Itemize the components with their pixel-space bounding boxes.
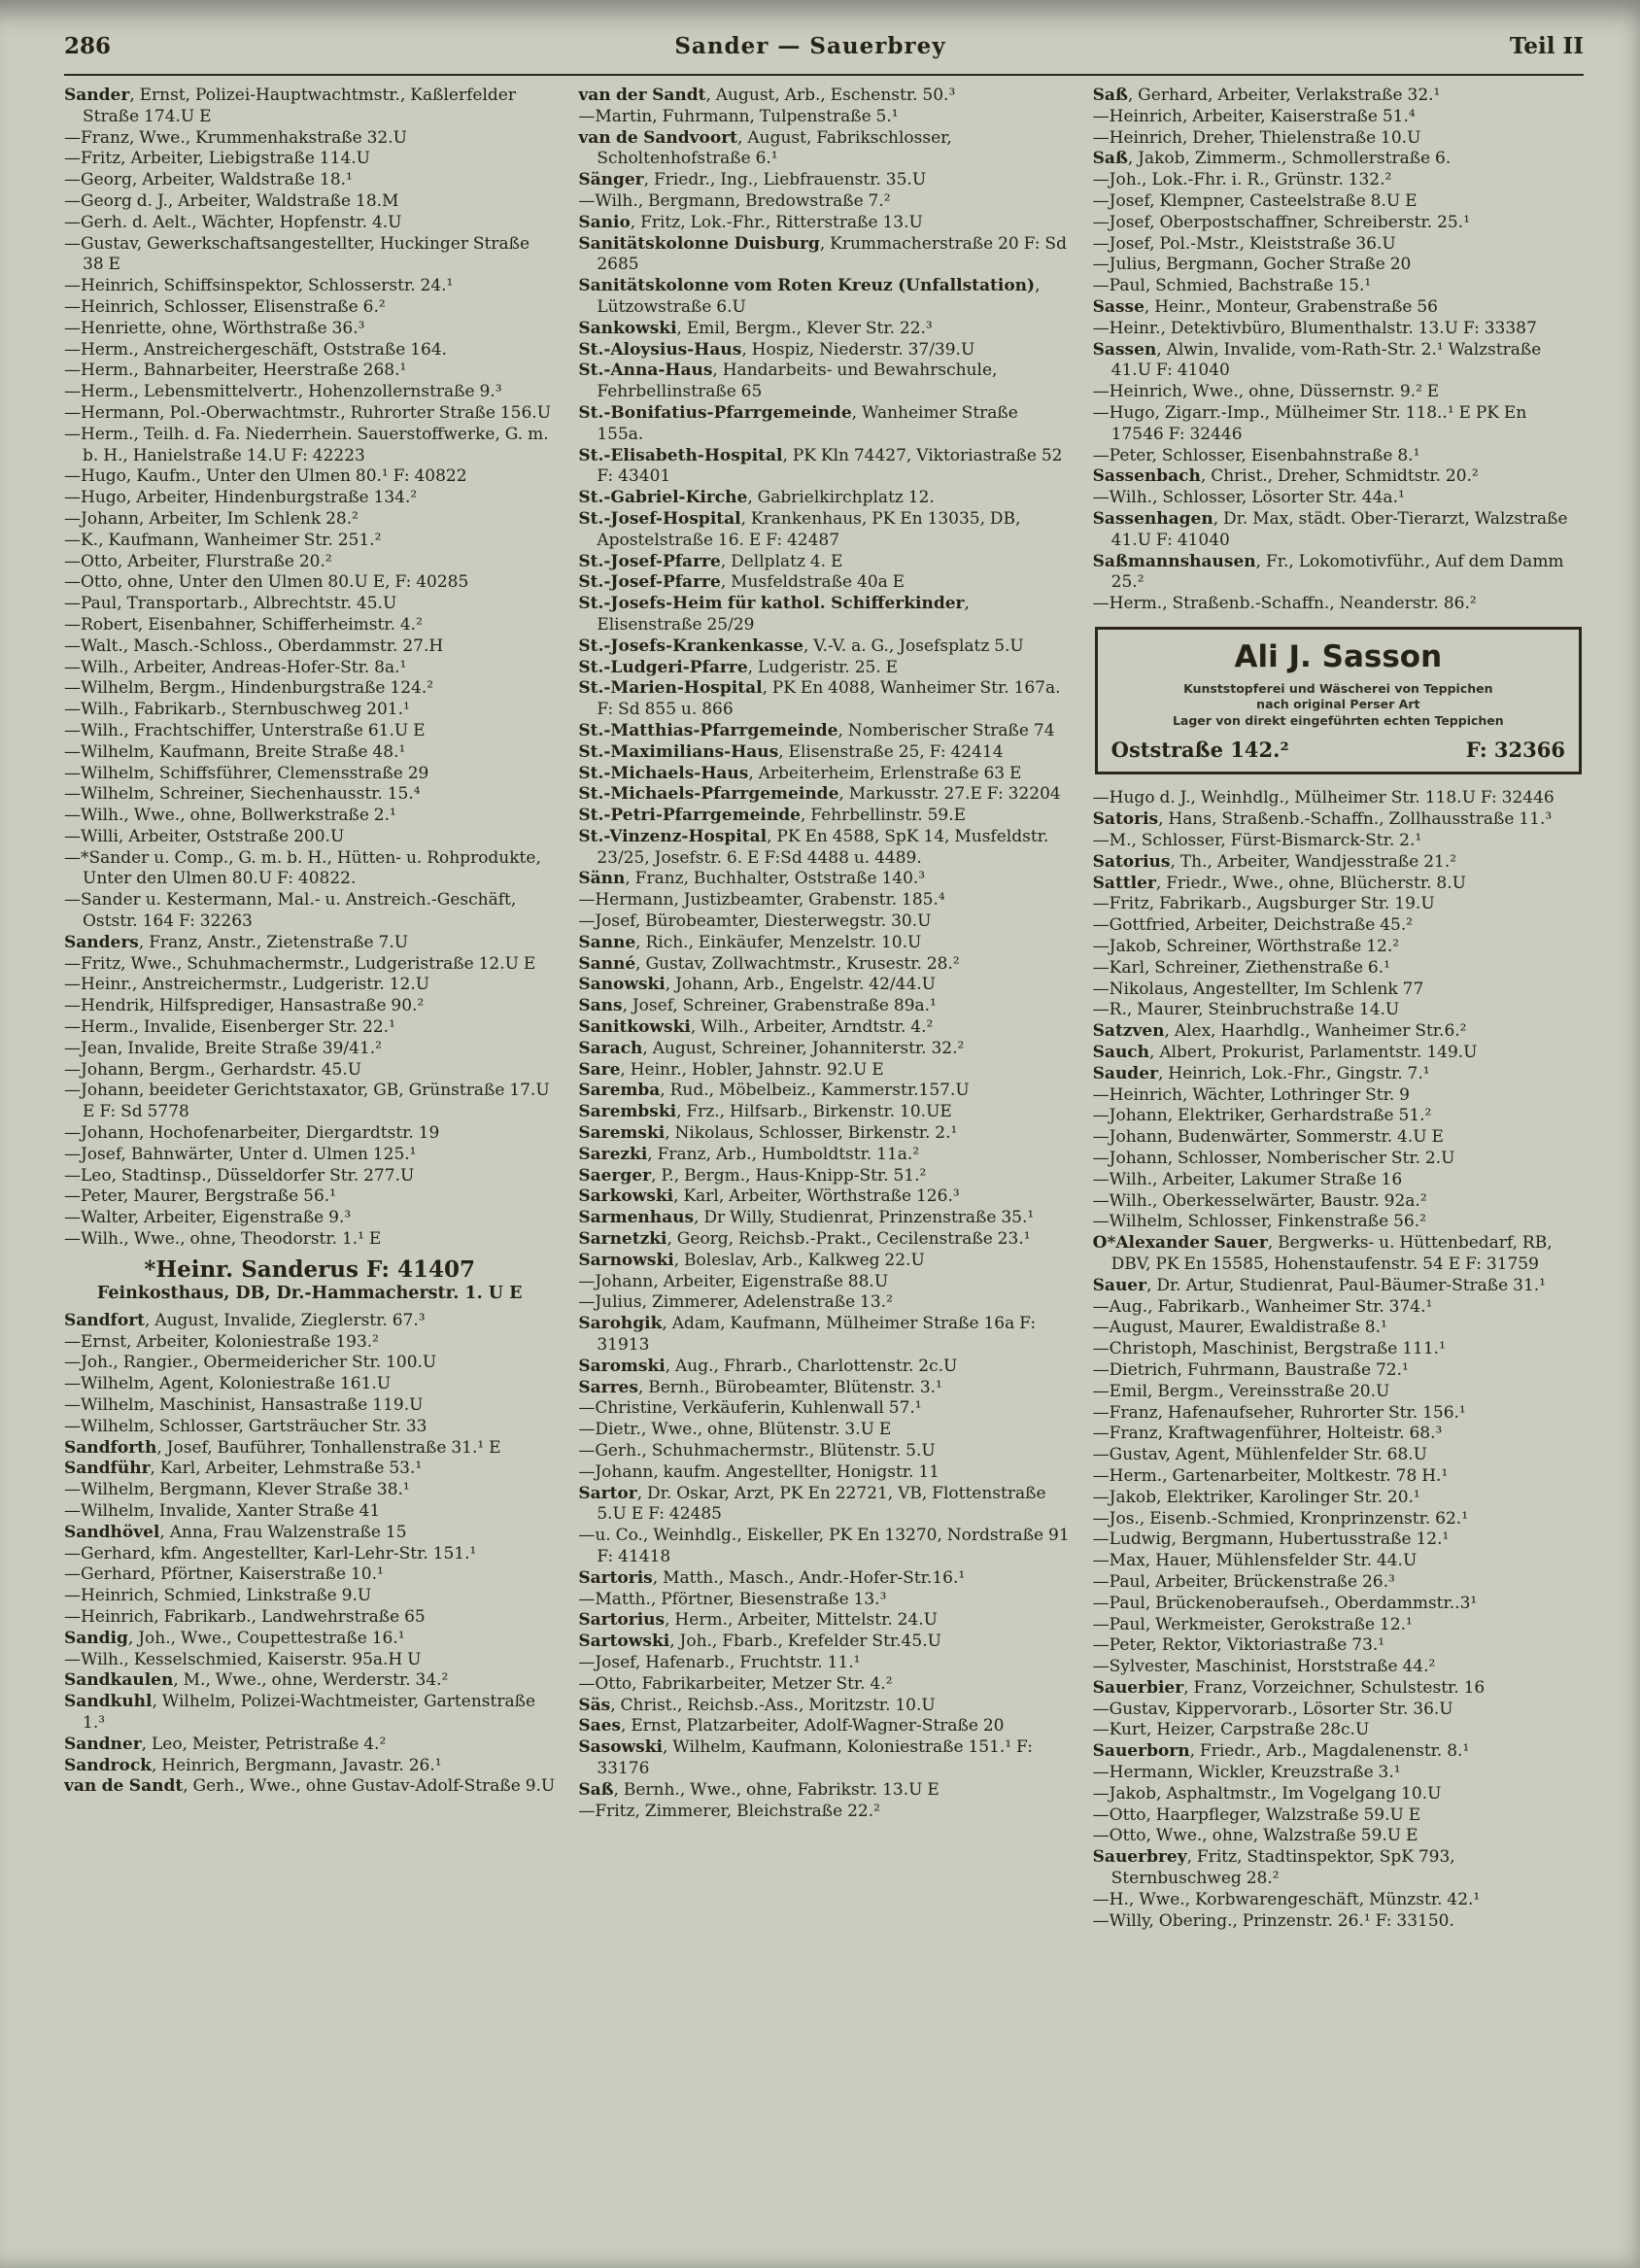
- directory-entry: Saß, Jakob, Zimmerm., Schmollerstraße 6.: [1092, 149, 1452, 169]
- directory-entry: —K., Kaufmann, Wanheimer Str. 251.²: [64, 530, 382, 550]
- directory-entry: Sarkowski, Karl, Arbeiter, Wörthstraße 126.³: [578, 1186, 960, 1207]
- directory-entry: —Johann, Bergm., Gerhardstr. 45.U: [64, 1059, 362, 1080]
- directory-entry: —Josef, Bahnwärter, Unter d. Ulmen 125.¹: [64, 1144, 417, 1164]
- directory-entry: —Christine, Verkäuferin, Kuhlenwall 57.¹: [578, 1398, 922, 1419]
- directory-entry: Saß, Bernh., Wwe., ohne, Fabrikstr. 13.U E: [578, 1779, 940, 1800]
- directory-entry: Sassen, Alwin, Invalide, vom-Rath-Str. 2.¹ Walzstraße 41.U F: 41040: [1092, 339, 1542, 381]
- directory-entry: —Franz, Wwe., Krummenhakstraße 32.U: [64, 127, 407, 148]
- directory-entry: —Henriette, ohne, Wörthstraße 36.³: [64, 318, 365, 338]
- sanderus-promo-title: *Heinr. Sanderus F: 41407: [144, 1255, 475, 1283]
- sasson-advertisement: [1095, 627, 1582, 775]
- directory-entry: —Leo, Stadtinsp., Düsseldorfer Str. 277.U: [64, 1165, 415, 1186]
- directory-entry: Sanders, Franz, Anstr., Zietenstraße 7.U: [64, 932, 409, 952]
- directory-entry: St.-Maximilians-Haus, Elisenstraße 25, F: 42414: [578, 741, 1004, 762]
- directory-entry: Sanio, Fritz, Lok.-Fhr., Ritterstraße 13.U: [578, 212, 923, 232]
- directory-entry: —Peter, Schlosser, Eisenbahnstraße 8.¹: [1092, 445, 1420, 465]
- directory-entry: —Heinrich, Wächter, Lothringer Str. 9: [1092, 1084, 1410, 1105]
- directory-entry: St.-Petri-Pfarrgemeinde, Fehrbellinstr. 59.E: [578, 806, 967, 826]
- part-label: Teil II: [1509, 33, 1584, 59]
- directory-entry: —Fritz, Arbeiter, Liebigstraße 114.U: [64, 149, 371, 169]
- directory-entry: —Wilh., Frachtschiffer, Unterstraße 61.U E: [64, 720, 426, 740]
- directory-entry: St.-Matthias-Pfarrgemeinde, Nomberischer Straße 74: [578, 720, 1055, 740]
- directory-entry: —Walt., Masch.-Schloss., Oberdammstr. 27.H: [64, 636, 444, 656]
- directory-entry: Satoris, Hans, Straßenb.-Schaffn., Zollhausstraße 11.³: [1092, 809, 1553, 830]
- directory-entry: Sauerbier, Franz, Vorzeichner, Schulstestr. 16: [1092, 1677, 1486, 1698]
- directory-entry: Sanne, Rich., Einkäufer, Menzelstr. 10.U: [578, 932, 922, 952]
- ad-company-name: Ali J. Sasson: [1234, 638, 1443, 674]
- directory-entry: St.-Michaels-Haus, Arbeiterheim, Erlenstraße 63 E: [578, 763, 1022, 783]
- directory-entry: Saß, Gerhard, Arbeiter, Verlakstraße 32.¹: [1092, 86, 1441, 105]
- directory-entry: —Heinrich, Schmied, Linkstraße 9.U: [64, 1586, 372, 1606]
- directory-entry: —Georg d. J., Arbeiter, Waldstraße 18.M: [64, 190, 399, 211]
- directory-entry: Sarnetzki, Georg, Reichsb.-Prakt., Cecilenstraße 23.¹: [578, 1229, 1031, 1250]
- directory-entry: Saes, Ernst, Platzarbeiter, Adolf-Wagner-Straße 20: [578, 1716, 1005, 1736]
- directory-entry: Sassenhagen, Dr. Max, städt. Ober-Tierarzt, Walzstraße 41.U F: 41040: [1092, 508, 1568, 550]
- directory-entry: Saßmannshausen, Fr., Lokomotivführ., Auf dem Damm 25.²: [1092, 551, 1564, 593]
- directory-entry: —Herm., Straßenb.-Schaffn., Neanderstr. 86.²: [1092, 594, 1477, 614]
- directory-entry: —Hermann, Wickler, Kreuzstraße 3.¹: [1092, 1763, 1401, 1783]
- page-title: Sander — Sauerbrey: [674, 33, 946, 59]
- directory-entry: —u. Co., Weinhdlg., Eiskeller, PK En 13270, Nordstraße 91 F: 41418: [578, 1526, 1070, 1566]
- directory-entry: —Wilhelm, Schlosser, Gartsträucher Str. 33: [64, 1416, 427, 1436]
- directory-entry: —Heinrich, Fabrikarb., Landwehrstraße 65: [64, 1606, 426, 1627]
- directory-entry: —Sylvester, Maschinist, Horststraße 44.²: [1092, 1657, 1436, 1677]
- directory-entry: —Gerh., Schuhmachermstr., Blütenstr. 5.U: [578, 1441, 936, 1460]
- directory-entry: Sandkaulen, M., Wwe., ohne, Werderstr. 34.²: [64, 1670, 449, 1691]
- directory-entry: Sänger, Friedr., Ing., Liebfrauenstr. 35.U: [578, 170, 927, 190]
- directory-entry: Sarembski, Frz., Hilfsarb., Birkenstr. 10.UE: [578, 1102, 952, 1122]
- directory-entry: Sauerborn, Friedr., Arb., Magdalenenstr. 8.¹: [1092, 1741, 1470, 1762]
- directory-entry: Sare, Heinr., Hobler, Jahnstr. 92.U E: [578, 1059, 884, 1080]
- directory-entry: Sandkuhl, Wilhelm, Polizei-Wachtmeister, Gartenstraße 1.³: [64, 1692, 536, 1733]
- directory-entry: —Karl, Schreiner, Ziethenstraße 6.¹: [1092, 957, 1390, 978]
- directory-entry: St.-Josef-Pfarre, Musfeldstraße 40a E: [578, 572, 905, 593]
- directory-entry: —Josef, Hafenarb., Fruchtstr. 11.¹: [578, 1652, 861, 1672]
- directory-entry: —Emil, Bergm., Vereinsstraße 20.U: [1092, 1381, 1390, 1401]
- directory-entry: —*Sander u. Comp., G. m. b. H., Hütten- u. Rohprodukte, Unter den Ulmen 80.U F: 40822.: [64, 847, 541, 889]
- directory-entry: —Hendrik, Hilfsprediger, Hansastraße 90.²: [64, 996, 425, 1016]
- directory-entry: —Sander u. Kestermann, Mal.- u. Anstreich.-Geschäft, Oststr. 164 F: 32263: [64, 890, 517, 932]
- directory-entry: Sauch, Albert, Prokurist, Parlamentstr. 149.U: [1092, 1042, 1478, 1062]
- directory-entry: —Herm., Gartenarbeiter, Moltkestr. 78 H.¹: [1092, 1465, 1449, 1486]
- directory-entry: St.-Josefs-Heim für kathol. Schifferkinder, Elisenstraße 25/29: [578, 594, 970, 635]
- directory-entry: —Josef, Klempner, Casteelstraße 8.U E: [1092, 190, 1418, 211]
- directory-entry: —Nikolaus, Angestellter, Im Schlenk 77: [1092, 979, 1424, 999]
- column-middle: [578, 86, 1069, 2251]
- directory-entry: Sartoris, Matth., Masch., Andr.-Hofer-Str.16.¹: [578, 1567, 966, 1588]
- directory-entry: —Wilh., Schlosser, Lösorter Str. 44a.¹: [1092, 488, 1405, 508]
- directory-entry: —Wilhelm, Kaufmann, Breite Straße 48.¹: [64, 741, 406, 762]
- directory-entry: Sanowski, Johann, Arb., Engelstr. 42/44.U: [578, 975, 936, 995]
- directory-entry: Sarnowski, Boleslav, Arb., Kalkweg 22.U: [578, 1250, 925, 1270]
- directory-entry: —Heinrich, Schiffsinspektor, Schlosserstr. 24.¹: [64, 276, 454, 296]
- directory-entry: Sarres, Bernh., Bürobeamter, Blütenstr. 3.¹: [578, 1377, 942, 1397]
- directory-entry: —Wilhelm, Bergmann, Klever Straße 38.¹: [64, 1480, 410, 1500]
- directory-entry: —Wilh., Arbeiter, Lakumer Straße 16: [1092, 1169, 1403, 1189]
- directory-entry: —Wilh., Arbeiter, Andreas-Hofer-Str. 8a.¹: [64, 657, 407, 677]
- directory-entry: St.-Anna-Haus, Handarbeits- und Bewahrschule, Fehrbellinstraße 65: [578, 361, 998, 402]
- directory-entry: —Heinr., Detektivbüro, Blumenthalstr. 13.U F: 33387: [1092, 318, 1537, 338]
- directory-entry: O*Alexander Sauer, Bergwerks- u. Hüttenbedarf, RB, DBV, PK En 15585, Hohenstaufenstr. 54 E F: 31759: [1092, 1233, 1553, 1274]
- ad-phone: F: 32366: [1465, 738, 1565, 763]
- directory-entry: —Wilhelm, Schiffsführer, Clemensstraße 29: [64, 763, 429, 783]
- directory-entry: —Robert, Eisenbahner, Schifferheimstr. 4.²: [64, 614, 423, 635]
- directory-entry: —Jakob, Elektriker, Karolinger Str. 20.¹: [1092, 1487, 1420, 1507]
- directory-entry: —Paul, Werkmeister, Gerokstraße 12.¹: [1092, 1614, 1413, 1634]
- directory-entry: —Ludwig, Bergmann, Hubertusstraße 12.¹: [1092, 1529, 1450, 1550]
- directory-entry: Saromski, Aug., Fhrarb., Charlottenstr. 2c.U: [578, 1356, 958, 1376]
- directory-entry: —Paul, Arbeiter, Brückenstraße 26.³: [1092, 1571, 1395, 1592]
- directory-entry: —Gustav, Gewerkschaftsangestellter, Huckinger Straße 38 E: [64, 233, 530, 275]
- ad-footer: [1111, 738, 1565, 762]
- directory-entry: —Peter, Maurer, Bergstraße 56.¹: [64, 1186, 336, 1207]
- directory-entry: —Matth., Pförtner, Biesenstraße 13.³: [578, 1589, 887, 1609]
- directory-entry: Sasowski, Wilhelm, Kaufmann, Koloniestraße 151.¹ F: 33176: [578, 1737, 1033, 1778]
- directory-entry: —R., Maurer, Steinbruchstraße 14.U: [1092, 1000, 1400, 1020]
- directory-entry: —Johann, Elektriker, Gerhardstraße 51.²: [1092, 1106, 1432, 1126]
- directory-entry: Sauerbrey, Fritz, Stadtinspektor, SpK 793, Sternbuschweg 28.²: [1092, 1847, 1455, 1889]
- directory-entry: —Martin, Fuhrmann, Tulpenstraße 5.¹: [578, 106, 899, 126]
- directory-entry: Sans, Josef, Schreiner, Grabenstraße 89a.¹: [578, 996, 937, 1016]
- directory-entry: —Heinr., Anstreichermstr., Ludgeristr. 12.U: [64, 975, 430, 995]
- directory-entry: —Heinrich, Wwe., ohne, Düssernstr. 9.² E: [1092, 382, 1440, 402]
- directory-entry: —Heinrich, Arbeiter, Kaiserstraße 51.⁴: [1092, 106, 1416, 126]
- directory-entry: —Willy, Obering., Prinzenstr. 26.¹ F: 33150.: [1092, 1910, 1454, 1931]
- directory-entry: —Peter, Rektor, Viktoriastraße 73.¹: [1092, 1635, 1385, 1656]
- directory-entry: —Fritz, Wwe., Schuhmachermstr., Ludgeristraße 12.U E: [64, 953, 536, 974]
- directory-entry: Saremski, Nikolaus, Schlosser, Birkenstr. 2.¹: [578, 1123, 958, 1144]
- directory-entry: —Hugo d. J., Weinhdlg., Mülheimer Str. 118.U F: 32446: [1092, 788, 1555, 808]
- directory-entry: van der Sandt, August, Arb., Eschenstr. 50.³: [578, 86, 956, 105]
- header-rule: [64, 74, 1584, 76]
- directory-entry: —Aug., Fabrikarb., Wanheimer Str. 374.¹: [1092, 1296, 1433, 1317]
- directory-entry: —Kurt, Heizer, Carpstraße 28c.U: [1092, 1720, 1370, 1740]
- directory-entry: —M., Schlosser, Fürst-Bismarck-Str. 2.¹: [1092, 831, 1422, 851]
- directory-entry: —Otto, ohne, Unter den Ulmen 80.U E, F: 40285: [64, 572, 469, 593]
- directory-entry: —Wilhelm, Agent, Koloniestraße 161.U: [64, 1374, 392, 1394]
- directory-entry: —Otto, Haarpfleger, Walzstraße 59.U E: [1092, 1804, 1421, 1825]
- directory-entry: —Herm., Anstreichergeschäft, Oststraße 164.: [64, 339, 448, 360]
- directory-entry: Sanné, Gustav, Zollwachtmstr., Krusestr. 28.²: [578, 953, 960, 974]
- directory-entry: —Fritz, Zimmerer, Bleichstraße 22.²: [578, 1801, 880, 1821]
- directory-entry: —August, Maurer, Ewaldistraße 8.¹: [1092, 1318, 1387, 1338]
- directory-entry: Sänn, Franz, Buchhalter, Oststraße 140.³: [578, 869, 926, 889]
- directory-entry: St.-Josef-Hospital, Krankenhaus, PK En 13035, DB, Apostelstraße 16. E F: 42487: [578, 508, 1021, 550]
- directory-entry: Sandner, Leo, Meister, Petristraße 4.²: [64, 1734, 387, 1754]
- directory-entry: —Otto, Wwe., ohne, Walzstraße 59.U E: [1092, 1826, 1418, 1846]
- directory-entry: Satorius, Th., Arbeiter, Wandjesstraße 21.²: [1092, 851, 1457, 872]
- directory-entry: —Jakob, Asphaltmstr., Im Vogelgang 10.U: [1092, 1783, 1442, 1804]
- ad-description-line2: nach original Perser Art: [1256, 697, 1420, 712]
- sanderus-promo: [64, 1251, 555, 1311]
- directory-entry: —Dietr., Wwe., ohne, Blütenstr. 3.U E: [578, 1420, 892, 1440]
- directory-entry: —Wilh., Wwe., ohne, Theodorstr. 1.¹ E: [64, 1229, 382, 1250]
- directory-entry: —Joh., Rangier., Obermeidericher Str. 100.U: [64, 1353, 437, 1373]
- directory-entry: —Jos., Eisenb.-Schmied, Kronprinzenstr. 62.¹: [1092, 1508, 1469, 1529]
- directory-entry: —Georg, Arbeiter, Waldstraße 18.¹: [64, 170, 353, 190]
- directory-entry: —Herm., Lebensmittelvertr., Hohenzollernstraße 9.³: [64, 382, 502, 402]
- directory-entry: —Gottfried, Arbeiter, Deichstraße 45.²: [1092, 915, 1414, 936]
- column-right: [1093, 86, 1584, 2251]
- directory-entry: —Julius, Bergmann, Gocher Straße 20: [1092, 255, 1412, 275]
- directory-entry: van de Sandvoort, August, Fabrikschlosser, Scholtenhofstraße 6.¹: [578, 127, 952, 169]
- directory-entry: Satzven, Alex, Haarhdlg., Wanheimer Str.6.²: [1092, 1021, 1467, 1042]
- directory-entry: Sauder, Heinrich, Lok.-Fhr., Gingstr. 7.¹: [1092, 1063, 1430, 1083]
- directory-entry: Sandhövel, Anna, Frau Walzenstraße 15: [64, 1522, 407, 1542]
- directory-entry: Sandig, Joh., Wwe., Coupettestraße 16.¹: [64, 1628, 405, 1648]
- directory-entry: —Hugo, Zigarr.-Imp., Mülheimer Str. 118..¹ E PK En 17546 F: 32446: [1092, 402, 1527, 444]
- directory-entry: —Paul, Brückenoberaufseh., Oberdammstr..3¹: [1092, 1593, 1478, 1613]
- directory-entry: —Hugo, Arbeiter, Hindenburgstraße 134.²: [64, 488, 418, 508]
- directory-entry: —H., Wwe., Korbwarengeschäft, Münzstr. 42.¹: [1092, 1889, 1481, 1909]
- directory-entry: Sasse, Heinr., Monteur, Grabenstraße 56: [1092, 296, 1438, 317]
- directory-entry: —Ernst, Arbeiter, Koloniestraße 193.²: [64, 1331, 379, 1352]
- directory-entry: —Johann, Arbeiter, Im Schlenk 28.²: [64, 508, 359, 529]
- directory-entry: —Heinrich, Schlosser, Elisenstraße 6.²: [64, 296, 386, 317]
- directory-entry: —Wilh., Wwe., ohne, Bollwerkstraße 2.¹: [64, 806, 396, 826]
- directory-entry: Sandforth, Josef, Bauführer, Tonhallenstraße 31.¹ E: [64, 1437, 501, 1458]
- directory-entry: —Heinrich, Dreher, Thielenstraße 10.U: [1092, 127, 1421, 148]
- column-left: [64, 86, 555, 2251]
- directory-entry: Sanitätskolonne vom Roten Kreuz (Unfallstation), Lützowstraße 6.U: [578, 276, 1041, 317]
- directory-entry: —Josef, Bürobeamter, Diesterwegstr. 30.U: [578, 911, 932, 932]
- directory-entry: —Paul, Schmied, Bachstraße 15.¹: [1092, 276, 1372, 296]
- directory-entry: —Jakob, Schreiner, Wörthstraße 12.²: [1092, 937, 1400, 956]
- directory-entry: —Johann, Schlosser, Nomberischer Str. 2.U: [1092, 1148, 1455, 1168]
- directory-entry: —Gustav, Kippervorarb., Lösorter Str. 36.U: [1092, 1699, 1453, 1719]
- directory-entry: —Paul, Transportarb., Albrechtstr. 45.U: [64, 594, 397, 614]
- directory-entry: —Julius, Zimmerer, Adelenstraße 13.²: [578, 1292, 893, 1313]
- directory-entry: —Gerhard, Pförtner, Kaiserstraße 10.¹: [64, 1564, 384, 1585]
- ad-description-line3: Lager von direkt eingeführten echten Teppichen: [1172, 712, 1504, 728]
- directory-entry: —Gerh. d. Aelt., Wächter, Hopfenstr. 4.U: [64, 212, 402, 232]
- directory-entry: St.-Gabriel-Kirche, Gabrielkirchplatz 12.: [578, 488, 935, 508]
- directory-entry: —Wilh., Oberkesselwärter, Baustr. 92a.²: [1092, 1190, 1427, 1211]
- directory-entry: St.-Bonifatius-Pfarrgemeinde, Wanheimer Straße 155a.: [578, 402, 1018, 444]
- directory-entry: —Herm., Bahnarbeiter, Heerstraße 268.¹: [64, 361, 407, 381]
- directory-entry: van de Sandt, Gerh., Wwe., ohne Gustav-Adolf-Straße 9.U: [64, 1776, 556, 1797]
- directory-entry: —Christoph, Maschinist, Bergstraße 111.¹: [1092, 1339, 1446, 1359]
- directory-entry: —Fritz, Fabrikarb., Augsburger Str. 19.U: [1092, 894, 1435, 914]
- directory-entry: —Gustav, Agent, Mühlenfelder Str. 68.U: [1092, 1445, 1427, 1465]
- directory-entry: —Wilh., Kesselschmied, Kaiserstr. 95a.H U: [64, 1649, 422, 1669]
- directory-entry: Sattler, Friedr., Wwe., ohne, Blücherstr. 8.U: [1092, 873, 1466, 893]
- directory-entry: St.-Michaels-Pfarrgemeinde, Markusstr. 27.E F: 32204: [578, 784, 1061, 805]
- directory-entry: —Johann, Arbeiter, Eigenstraße 88.U: [578, 1271, 889, 1291]
- directory-entry: Saremba, Rud., Möbelbeiz., Kammerstr.157.U: [578, 1081, 970, 1101]
- directory-entry: Sandrock, Heinrich, Bergmann, Javastr. 26.¹: [64, 1755, 442, 1775]
- directory-entry: —Wilhelm, Bergm., Hindenburgstraße 124.²: [64, 678, 434, 699]
- directory-entry: —Wilh., Fabrikarb., Sternbuschweg 201.¹: [64, 700, 410, 720]
- directory-entry: St.-Aloysius-Haus, Hospiz, Niederstr. 37/39.U: [578, 339, 975, 360]
- directory-entry: Sandführ, Karl, Arbeiter, Lehmstraße 53.¹: [64, 1459, 423, 1479]
- directory-entry: Sartorius, Herm., Arbeiter, Mittelstr. 24.U: [578, 1610, 939, 1631]
- directory-entry: —Hermann, Pol.-Oberwachtmstr., Ruhrorter Straße 156.U: [64, 402, 552, 423]
- sanderus-promo-subtitle: Feinkosthaus, DB, Dr.-Hammacherstr. 1. U E: [96, 1283, 523, 1303]
- directory-entry: —Herm., Teilh. d. Fa. Niederrhein. Sauerstoffwerke, G. m. b. H., Hanielstraße 14.U F: 42223: [64, 424, 549, 465]
- directory-entry: —Franz, Hafenaufseher, Ruhrorter Str. 156.¹: [1092, 1402, 1466, 1423]
- directory-entry: —Josef, Pol.-Mstr., Kleiststraße 36.U: [1092, 233, 1396, 254]
- directory-entry: —Wilhelm, Schlosser, Finkenstraße 56.²: [1092, 1212, 1426, 1232]
- directory-entry: Sandfort, August, Invalide, Zieglerstr. 67.³: [64, 1310, 426, 1330]
- directory-entry: —Gerhard, kfm. Angestellter, Karl-Lehr-Str. 151.¹: [64, 1543, 477, 1564]
- directory-entry: Sartowski, Joh., Fbarb., Krefelder Str.45.U: [578, 1632, 941, 1652]
- directory-entry: —Wilhelm, Maschinist, Hansastraße 119.U: [64, 1395, 424, 1416]
- directory-entry: —Otto, Arbeiter, Flurstraße 20.²: [64, 551, 332, 571]
- directory-entry: St.-Josef-Pfarre, Dellplatz 4. E: [578, 551, 843, 571]
- directory-entry: Sauer, Dr. Artur, Studienrat, Paul-Bäumer-Straße 31.¹: [1092, 1275, 1546, 1295]
- directory-entry: St.-Elisabeth-Hospital, PK Kln 74427, Viktoriastraße 52 F: 43401: [578, 445, 1063, 487]
- directory-entry: Säs, Christ., Reichsb.-Ass., Moritzstr. 10.U: [578, 1695, 936, 1715]
- ad-address: Oststraße 142.²: [1110, 738, 1289, 763]
- directory-entry: —Wilh., Bergmann, Bredowstraße 7.²: [578, 190, 891, 211]
- directory-entry: Sartor, Dr. Oskar, Arzt, PK En 22721, VB, Flottenstraße 5.U E F: 42485: [578, 1483, 1046, 1525]
- directory-entry: —Herm., Invalide, Eisenberger Str. 22.¹: [64, 1017, 395, 1038]
- directory-entry: —Jean, Invalide, Breite Straße 39/41.²: [64, 1038, 382, 1058]
- directory-entry: —Hugo, Kaufm., Unter den Ulmen 80.¹ F: 40822: [64, 466, 467, 487]
- directory-entry: St.-Ludgeri-Pfarre, Ludgeristr. 25. E: [578, 657, 899, 677]
- directory-entry: —Willi, Arbeiter, Oststraße 200.U: [64, 826, 345, 846]
- page-header: [64, 33, 1584, 59]
- directory-entry: Sanitätskolonne Duisburg, Krummacherstraße 20 F: Sd 2685: [578, 233, 1067, 275]
- directory-entry: Sander, Ernst, Polizei-Hauptwachtmstr., Kaßlerfelder Straße 174.U E: [64, 86, 516, 126]
- directory-entry: St.-Vinzenz-Hospital, PK En 4588, SpK 14, Musfeldstr. 23/25, Josefstr. 6. E F:Sd 4488 u. 4489.: [578, 826, 1049, 868]
- directory-entry: —Johann, kaufm. Angestellter, Honigstr. 11: [578, 1461, 940, 1482]
- directory-entry: —Max, Hauer, Mühlensfelder Str. 44.U: [1092, 1551, 1418, 1571]
- directory-entry: St.-Marien-Hospital, PK En 4088, Wanheimer Str. 167a. F: Sd 855 u. 866: [578, 678, 1061, 720]
- directory-entry: Sarach, August, Schreiner, Johanniterstr. 32.²: [578, 1038, 965, 1058]
- directory-entry: Sarmenhaus, Dr Willy, Studienrat, Prinzenstraße 35.¹: [578, 1208, 1035, 1228]
- directory-entry: Saerger, P., Bergm., Haus-Knipp-Str. 51.²: [578, 1165, 927, 1186]
- directory-entry: —Otto, Fabrikarbeiter, Metzer Str. 4.²: [578, 1673, 893, 1694]
- directory-entry: —Johann, Budenwärter, Sommerstr. 4.U E: [1092, 1127, 1444, 1148]
- directory-entry: Sassenbach, Christ., Dreher, Schmidtstr. 20.²: [1092, 466, 1479, 487]
- page-number: 286: [64, 33, 112, 59]
- directory-entry: —Joh., Lok.-Fhr. i. R., Grünstr. 132.²: [1092, 170, 1392, 190]
- directory-entry: Sanitkowski, Wilh., Arbeiter, Arndtstr. 4.²: [578, 1017, 934, 1038]
- directory-entry: —Johann, Hochofenarbeiter, Diergardtstr. 19: [64, 1123, 440, 1144]
- directory-entry: —Wilhelm, Schreiner, Siechenhausstr. 15.⁴: [64, 784, 421, 805]
- directory-entry: —Walter, Arbeiter, Eigenstraße 9.³: [64, 1208, 352, 1228]
- directory-entry: —Franz, Kraftwagenführer, Holteistr. 68.³: [1092, 1424, 1443, 1444]
- directory-entry: —Josef, Oberpostschaffner, Schreiberstr. 25.¹: [1092, 212, 1470, 232]
- directory-entry: —Johann, beeideter Gerichtstaxator, GB, Grünstraße 17.U E F: Sd 5778: [64, 1081, 550, 1122]
- directory-entry: —Wilhelm, Invalide, Xanter Straße 41: [64, 1501, 381, 1521]
- directory-entry: Sarohgik, Adam, Kaufmann, Mülheimer Straße 16a F: 31913: [578, 1314, 1037, 1356]
- ad-description-line1: Kunststopferei und Wäscherei von Teppichen: [1183, 680, 1493, 696]
- directory-entry: Sankowski, Emil, Bergm., Klever Str. 22.³: [578, 318, 933, 338]
- directory-entry: Sarezki, Franz, Arb., Humboldtstr. 11a.²: [578, 1144, 920, 1164]
- directory-entry: —Dietrich, Fuhrmann, Baustraße 72.¹: [1092, 1359, 1409, 1380]
- directory-entry: —Hermann, Justizbeamter, Grabenstr. 185.⁴: [578, 890, 945, 911]
- directory-entry: St.-Josefs-Krankenkasse, V.-V. a. G., Josefsplatz 5.U: [578, 636, 1024, 656]
- columns-container: [64, 86, 1584, 2251]
